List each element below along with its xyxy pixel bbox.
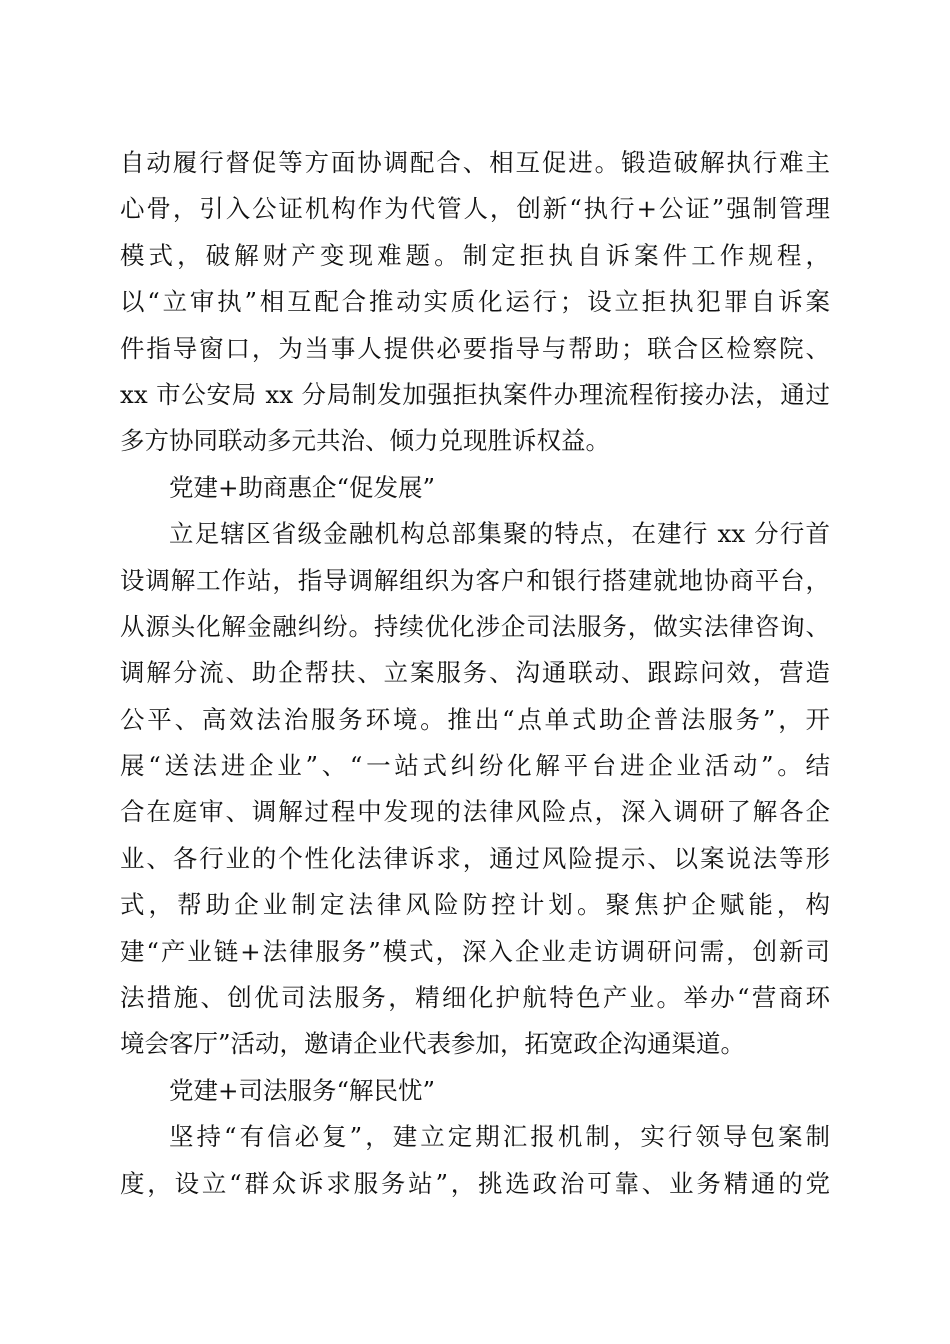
section-heading: 党建+助商惠企“促发展” (169, 472, 436, 502)
paragraph-3 (120, 1114, 830, 1207)
section-heading: 党建+司法服务“解民忧” (169, 1075, 436, 1105)
text-line: 以“立审执”相互配合推动实质化运行；设立拒执犯罪自诉案 (120, 287, 830, 317)
text-line: 件指导窗口，为当事人提供必要指导与帮助；联合区检察院、 (120, 333, 830, 363)
text-line: 业、各行业的个性化法律诉求，通过风险提示、以案说法等形 (120, 843, 830, 873)
document-body (120, 140, 830, 1207)
text-line: 多方协同联动多元共治、倾力兑现胜诉权益。 (120, 426, 610, 456)
text-line: 公平、高效法治服务环境。推出“点单式助企普法服务”，开 (120, 704, 830, 734)
text-line: 模式，破解财产变现难题。制定拒执自诉案件工作规程， (120, 240, 830, 270)
text-line: 调解分流、助企帮扶、立案服务、沟通联动、跟踪问效，营造 (120, 658, 830, 688)
text-line: 合在庭审、调解过程中发现的法律风险点，深入调研了解各企 (120, 797, 830, 827)
text-line: xx 市公安局 xx 分局制发加强拒执案件办理流程衔接办法，通过 (120, 379, 830, 409)
text-line: 建“产业链+法律服务”模式，深入企业走访调研问需，创新司 (120, 936, 830, 966)
text-line: 展“送法进企业”、“一站式纠纷化解平台进企业活动”。结 (120, 751, 830, 781)
text-line: 度，设立“群众诉求服务站”，挑选政治可靠、业务精通的党 (120, 1168, 830, 1198)
text-line: 自动履行督促等方面协调配合、相互促进。锻造破解执行难主 (120, 148, 830, 177)
paragraph-2 (120, 511, 830, 1068)
text-line: 法措施、创优司法服务，精细化护航特色产业。举办“营商环 (120, 983, 830, 1013)
paragraph-1 (120, 140, 830, 465)
text-line: 坚持“有信必复”，建立定期汇报机制，实行领导包案制 (169, 1122, 830, 1152)
text-line: 心骨，引入公证机构作为代管人，创新“执行+公证”强制管理 (120, 194, 830, 224)
text-line: 境会客厅”活动，邀请企业代表参加，拓宽政企沟通渠道。 (120, 1029, 746, 1059)
text-line: 设调解工作站，指导调解组织为客户和银行搭建就地协商平台， (120, 565, 830, 595)
text-line: 从源头化解金融纠纷。持续优化涉企司法服务，做实法律咨询、 (120, 611, 830, 641)
text-line: 立足辖区省级金融机构总部集聚的特点，在建行 xx 分行首 (169, 519, 830, 549)
text-line: 式，帮助企业制定法律风险防控计划。聚焦护企赋能，构 (120, 890, 830, 920)
